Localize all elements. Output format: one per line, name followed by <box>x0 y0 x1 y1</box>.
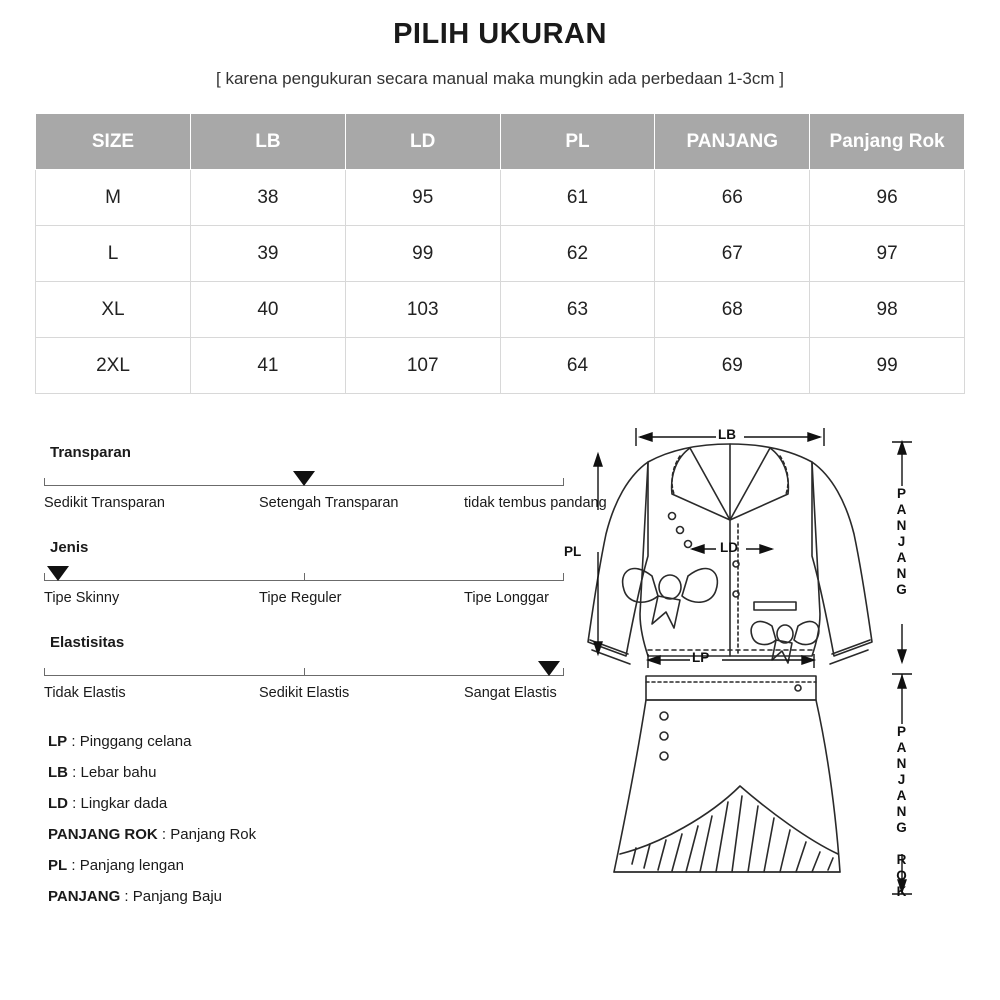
cell-ld: 99 <box>345 226 500 282</box>
cell-panjang-rok: 99 <box>810 338 965 394</box>
legend-desc: Pinggang celana <box>79 733 192 750</box>
table-row <box>36 338 965 394</box>
scale-labels <box>44 590 604 612</box>
cell-lb: 38 <box>191 170 346 226</box>
scale-labels <box>44 495 607 517</box>
cell-lb: 39 <box>191 226 346 282</box>
cell-panjang: 66 <box>655 170 810 226</box>
legend-abbr: LD <box>48 795 68 812</box>
table-header-row <box>36 114 965 170</box>
scale-tick-mid <box>304 573 305 581</box>
scale-label-left: Tipe Skinny <box>44 590 120 606</box>
scale-bar <box>44 467 564 493</box>
cell-size: 2XL <box>36 338 191 394</box>
cell-pl: 63 <box>500 282 655 338</box>
legend-abbr: PL <box>48 857 68 874</box>
table-row <box>36 170 965 226</box>
label-panjang: PANJANG <box>894 486 909 598</box>
page-title: PILIH UKURAN <box>393 18 607 50</box>
scale-tick-mid <box>304 668 305 676</box>
cell-lb: 41 <box>191 338 346 394</box>
scale-label-left: Tidak Elastis <box>44 685 126 701</box>
scale-bar <box>44 562 564 588</box>
label-ld: LD <box>720 540 738 555</box>
legend-abbr: LB <box>48 764 68 781</box>
cell-ld: 95 <box>345 170 500 226</box>
page-subtitle: [ karena pengukuran secara manual maka mungkin ada perbedaan 1-3cm ] <box>216 69 784 88</box>
legend-item: PANJANG ROK : Panjang Rok <box>48 826 257 843</box>
cell-panjang: 68 <box>655 282 810 338</box>
cell-ld: 107 <box>345 338 500 394</box>
scale-label-left: Sedikit Transparan <box>44 495 165 511</box>
garment-illustration <box>540 424 980 944</box>
scale-marker-icon <box>47 566 69 581</box>
legend-item: LP : Pinggang celana <box>48 733 192 750</box>
legend-item: PL : Panjang lengan <box>48 857 184 874</box>
column-header-panjang: PANJANG <box>655 114 810 170</box>
size-table <box>35 113 965 394</box>
cell-size: M <box>36 170 191 226</box>
column-header-ld: LD <box>345 114 500 170</box>
cell-panjang-rok: 96 <box>810 170 965 226</box>
scale-label-mid: Tipe Reguler <box>259 590 342 606</box>
cell-pl: 64 <box>500 338 655 394</box>
scale-title: Transparan <box>50 444 131 461</box>
cell-panjang-rok: 98 <box>810 282 965 338</box>
table-row <box>36 282 965 338</box>
cell-size: XL <box>36 282 191 338</box>
attributes-column <box>44 444 614 919</box>
scale-label-right: Sangat Elastis <box>464 685 557 701</box>
scale-label-right: tidak tembus pandang <box>464 495 607 511</box>
column-header-lb: LB <box>191 114 346 170</box>
legend-desc: Panjang Rok <box>170 826 257 843</box>
scale-bar <box>44 657 564 683</box>
scale-title: Elastisitas <box>50 634 125 651</box>
cell-pl: 61 <box>500 170 655 226</box>
scale-tick-left <box>44 478 45 486</box>
cell-size: L <box>36 226 191 282</box>
legend-abbr: LP <box>48 733 68 750</box>
scale-title: Jenis <box>50 539 89 556</box>
legend-item: LD : Lingkar dada <box>48 795 168 812</box>
label-lb: LB <box>718 427 736 442</box>
scale-labels <box>44 685 604 707</box>
table-row <box>36 226 965 282</box>
cell-pl: 62 <box>500 226 655 282</box>
scale-tick-left <box>44 573 45 581</box>
cell-panjang: 69 <box>655 338 810 394</box>
scale-label-mid: Setengah Transparan <box>259 495 399 511</box>
column-header-panjang-rok: Panjang Rok <box>810 114 965 170</box>
lower-section <box>0 427 1000 954</box>
legend-item: PANJANG : Panjang Baju <box>48 888 222 905</box>
legend-desc: Panjang lengan <box>79 857 184 874</box>
scale-transparan <box>44 444 614 517</box>
label-lp: LP <box>692 650 710 665</box>
garment-drawing-svg <box>540 424 980 944</box>
legend-abbr: PANJANG <box>48 888 121 905</box>
measurement-legend <box>44 733 614 905</box>
column-header-pl: PL <box>500 114 655 170</box>
cell-panjang: 67 <box>655 226 810 282</box>
scale-label-mid: Sedikit Elastis <box>259 685 350 701</box>
column-header-size: SIZE <box>36 114 191 170</box>
scale-jenis <box>44 539 614 612</box>
legend-desc: Lebar bahu <box>80 764 157 781</box>
cell-panjang-rok: 97 <box>810 226 965 282</box>
size-table-wrapper <box>0 113 1000 394</box>
legend-item: LB : Lebar bahu <box>48 764 157 781</box>
scale-marker-icon <box>293 471 315 486</box>
scale-label-right: Tipe Longgar <box>464 590 549 606</box>
legend-desc: Panjang Baju <box>132 888 222 905</box>
label-panjang-rok: PANJANG ROK <box>894 724 909 900</box>
label-pl: PL <box>564 544 582 559</box>
scale-tick-left <box>44 668 45 676</box>
scale-elastisitas <box>44 634 614 707</box>
cell-ld: 103 <box>345 282 500 338</box>
legend-desc: Lingkar dada <box>80 795 168 812</box>
legend-abbr: PANJANG ROK <box>48 826 158 843</box>
cell-lb: 40 <box>191 282 346 338</box>
